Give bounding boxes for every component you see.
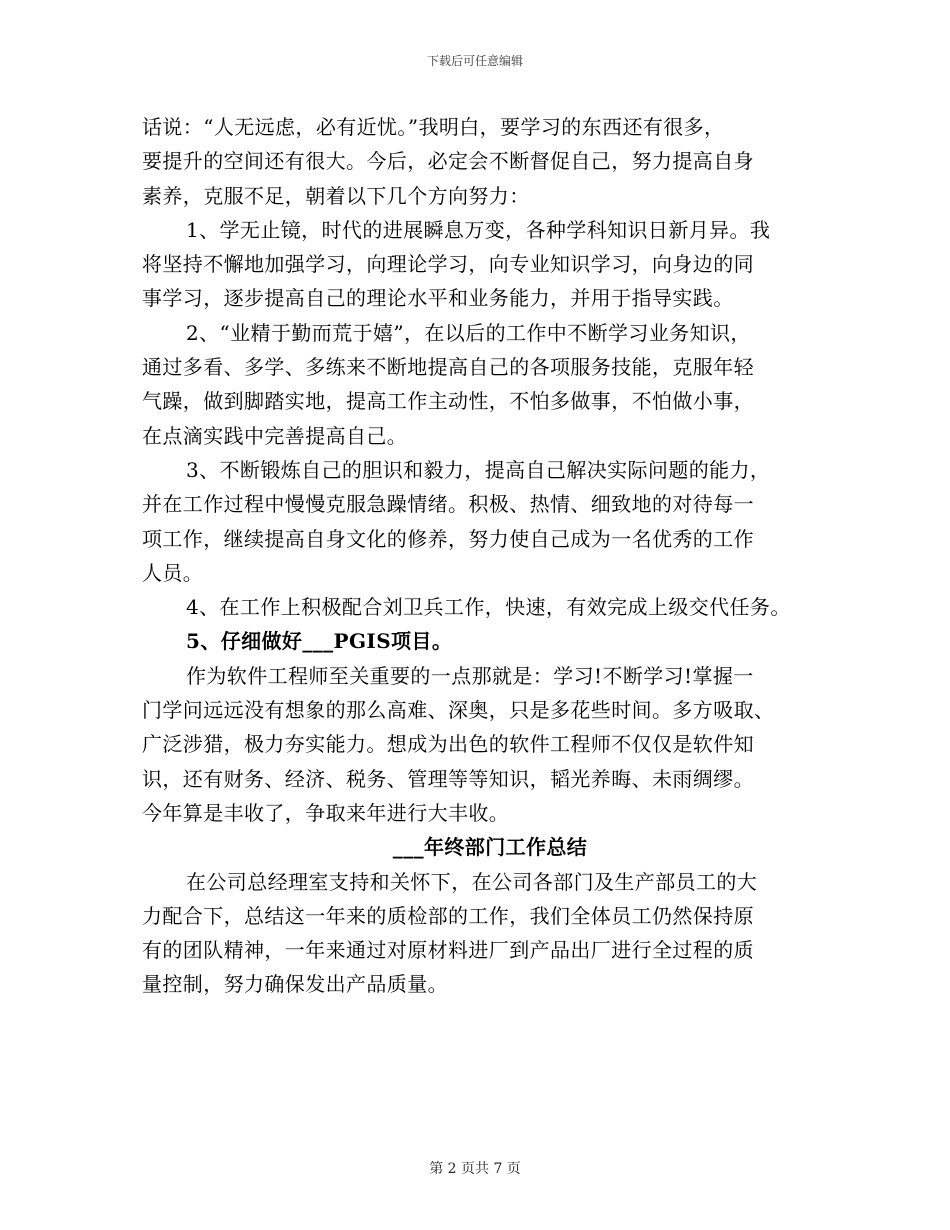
list-item-1-line: 1、学无止镜，时代的进展瞬息万变，各种学科知识日新月异。我: [186, 217, 771, 242]
body-line: 量控制，努力确保发出产品质量。: [142, 972, 448, 997]
body-line: 项工作，继续提高自身文化的修养，努力使自己成为一名优秀的工作: [142, 526, 754, 551]
body-line: 广泛涉猎，极力夯实能力。想成为出色的软件工程师不仅仅是软件知: [142, 732, 754, 757]
body-line: 识，还有财务、经济、税务、管理等等知识，韬光养晦、未雨绸缪。: [142, 766, 754, 791]
body-line: 将坚持不懈地加强学习，向理论学习，向专业知识学习，向身边的同: [142, 252, 754, 277]
body-line: 素养，克服不足，朝着以下几个方向努力：: [142, 183, 530, 208]
body-line: 今年算是丰收了，争取来年进行大丰收。: [142, 800, 510, 825]
document-body: [142, 110, 832, 1002]
body-line: 在点滴实践中完善提高自己。: [142, 423, 408, 448]
body-line: 气躁，做到脚踏实地，提高工作主动性，不怕多做事，不怕做小事，: [142, 389, 754, 414]
body-line: 并在工作过程中慢慢克服急躁情绪。积极、热情、细致地的对待每一: [142, 492, 754, 517]
body-line: 力配合下，总结这一年来的质检部的工作，我们全体员工仍然保持原: [142, 903, 754, 928]
body-line: 通过多看、多学、多练来不断地提高自己的各项服务技能，克服年轻: [142, 355, 754, 380]
body-line: 话说：“人无远虑，必有近忧。”我明白，要学习的东西还有很多，: [142, 115, 725, 139]
body-line: 作为软件工程师至关重要的一点那就是：学习!不断学习!掌握一: [186, 663, 754, 688]
body-line: 人员。: [142, 560, 204, 585]
body-line: 要提升的空间还有很大。今后，必定会不断督促自己，努力提高自身: [142, 149, 754, 174]
page-number: 第 2 页共 7 页: [429, 1161, 521, 1177]
body-line: 事学习，逐步提高自己的理论水平和业务能力，并用于指导实践。: [142, 286, 734, 311]
list-item-3-line: 3、不断锻炼自己的胆识和毅力，提高自己解决实际问题的能力，: [186, 457, 771, 482]
section-title: ___年终部门工作总结: [392, 835, 588, 860]
list-item-4-line: 4、在工作上积极配合刘卫兵工作，快速，有效完成上级交代任务。: [186, 595, 791, 620]
list-item-2-line: 2、“业精于勤而荒于嬉”，在以后的工作中不断学习业务知识，: [186, 320, 751, 345]
list-item-5-heading: 5、仔细做好___PGIS项目。: [186, 629, 453, 654]
body-line: 门学问远远没有想象的那么高难、深奥，只是多花些时间。多方吸取、: [142, 698, 775, 723]
body-line: 有的团队精神，一年来通过对原材料进厂到产品出厂进行全过程的质: [142, 938, 754, 963]
body-line: 在公司总经理室支持和关怀下，在公司各部门及生产部员工的大: [186, 869, 758, 894]
page-header: 下载后可任意编辑: [426, 54, 523, 68]
